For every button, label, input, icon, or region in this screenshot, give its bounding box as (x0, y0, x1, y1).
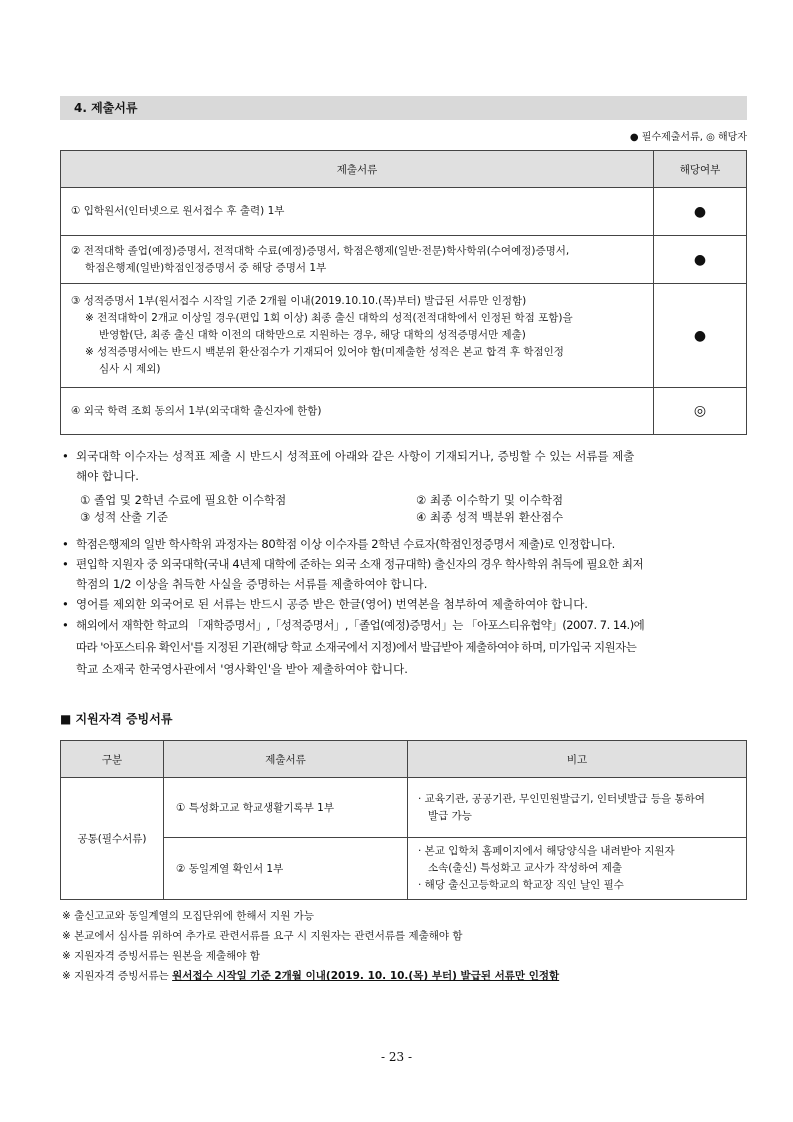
footnote (62, 966, 559, 986)
header-category: 구분 (61, 741, 164, 778)
mark-cell: ● (654, 236, 747, 284)
note-foreign (62, 446, 752, 486)
footnote-prefix: ※ 지원자격 증빙서류는 (62, 970, 173, 982)
documents-table (60, 150, 747, 435)
doc-line: ① 입학원서(인터넷으로 원서접수 후 출력) 1부 (71, 205, 285, 217)
doc-cell (61, 236, 654, 284)
table-row (61, 778, 747, 838)
note-credit-bank (62, 534, 752, 554)
table-row (61, 236, 747, 284)
remark-line: 소속(출신) 특성화고 교사가 작성하여 제출 (428, 862, 622, 874)
bullet-dot: • (62, 557, 69, 571)
doc-line: 학점은행제(일반)학점인정증명서 중 해당 증명서 1부 (85, 261, 327, 274)
header-documents: 제출서류 (61, 151, 654, 188)
table-row (61, 188, 747, 236)
doc-cell: ① 특성화고교 학교생활기록부 1부 (164, 778, 408, 838)
bullet-dot: • (62, 537, 69, 551)
note-text: 해외에서 재학한 학교의 「재학증명서」,「성적증명서」,「졸업(예정)증명서」는 「아포스티유협약」(2007. 7. 14.)에 (76, 618, 645, 632)
table-header-row (61, 741, 747, 778)
list-item: ③ 성적 산출 기준 (80, 510, 168, 524)
note-text: 편입학 지원자 중 외국대학(국내 4년제 대학에 준하는 외국 소재 정규대학) 출신자의 경우 학사학위 취득에 필요한 최저 (76, 557, 644, 571)
doc-line: ② 전적대학 졸업(예정)증명서, 전적대학 수료(예정)증명서, 학점은행제(일반·전문)학사학위(수여예정)증명서, (71, 244, 570, 257)
doc-cell (61, 188, 654, 236)
foreign-items (62, 492, 752, 526)
header-applicable: 해당여부 (654, 151, 747, 188)
note-text: 외국대학 이수자는 성적표 제출 시 반드시 성적표에 아래와 같은 사항이 기재되거나, 증빙할 수 있는 서류를 제출 (76, 449, 635, 463)
footnote-emphasis: 원서접수 시작일 기준 2개월 이내(2019. 10. 10.(목) 부터) 발급된 서류만 인정함 (172, 970, 560, 982)
note-translation (62, 594, 752, 614)
note-text: 학교 소재국 한국영사관에서 '영사확인'을 받아 제출하여야 합니다. (76, 662, 408, 676)
qualification-table (60, 740, 747, 900)
doc-cell (61, 388, 654, 435)
note-apostille (62, 614, 752, 680)
doc-cell (61, 284, 654, 388)
table-row (61, 388, 747, 435)
doc-line: ※ 성적증명서에는 반드시 백분위 환산점수가 기재되어 있어야 함(미제출한 성적은 본교 합격 후 학점인정 (85, 346, 564, 358)
list-item: ④ 최종 성적 백분위 환산점수 (416, 510, 564, 524)
footnote: ※ 출신고교와 동일계열의 모집단위에 한해서 지원 가능 (62, 910, 314, 922)
category-cell: 공통(필수서류) (61, 778, 164, 900)
bullet-dot: • (62, 618, 69, 632)
doc-line: 반영함(단, 최종 출신 대학 이전의 대학만으로 지원하는 경우, 해당 대학의 성적증명서만 제출) (99, 329, 526, 341)
mark-cell: ● (654, 284, 747, 388)
doc-cell: ② 동일계열 확인서 1부 (164, 838, 408, 900)
header-remarks: 비고 (408, 741, 747, 778)
qualification-heading: ■ 지원자격 증빙서류 (60, 712, 173, 726)
section-title-bar (60, 96, 747, 120)
mark-cell: ◎ (654, 388, 747, 435)
note-text: 해야 합니다. (76, 469, 139, 483)
bullet-dot: • (62, 449, 69, 463)
notes-block (62, 446, 752, 680)
header-documents: 제출서류 (164, 741, 408, 778)
footnote: ※ 지원자격 증빙서류는 원본을 제출해야 함 (62, 950, 260, 962)
mark-cell: ● (654, 188, 747, 236)
note-transfer (62, 554, 752, 594)
bullet-dot: • (62, 597, 69, 611)
remark-line: · 본교 입학처 홈페이지에서 해당양식을 내려받아 지원자 (418, 845, 675, 857)
page-number: - 23 - (380, 1050, 412, 1064)
list-item: ① 졸업 및 2학년 수료에 필요한 이수학점 (80, 493, 287, 507)
table-header-row (61, 151, 747, 188)
doc-line: 심사 시 제외) (99, 363, 161, 375)
note-text: 학점의 1/2 이상을 취득한 사실을 증명하는 서류를 제출하여야 합니다. (76, 577, 428, 591)
note-text: 학점은행제의 일반 학사학위 과정자는 80학점 이상 이수자를 2학년 수료자(학점인정증명서 제출)로 인정합니다. (76, 537, 615, 551)
doc-line: ④ 외국 학력 조회 동의서 1부(외국대학 출신자에 한함) (71, 404, 322, 417)
doc-line: ③ 성적증명서 1부(원서접수 시작일 기준 2개월 이내(2019.10.10.(목)부터) 발급된 서류만 인정함) (71, 295, 527, 307)
section-title: 4. 제출서류 (74, 101, 138, 115)
legend: ● 필수제출서류, ◎ 해당자 (629, 132, 747, 143)
table-row (61, 838, 747, 900)
note-text: 영어를 제외한 외국어로 된 서류는 반드시 공증 받은 한글(영어) 번역본을 첨부하여 제출하여야 합니다. (76, 597, 588, 611)
footnote: ※ 본교에서 심사를 위하여 추가로 관련서류를 요구 시 지원자는 관련서류를 제출해야 함 (62, 930, 463, 942)
note-text: 따라 '아포스티유 확인서'를 지정된 기관(해당 학교 소재국에서 지정)에서 발급받아 제출하여야 하며, 미가입국 지원자는 (76, 640, 637, 654)
remark-line: · 해당 출신고등학교의 학교장 직인 날인 필수 (418, 879, 624, 891)
remarks-cell (408, 838, 747, 900)
remark-line: · 교육기관, 공공기관, 무인민원발급기, 인터넷발급 등을 통하여 (418, 792, 705, 805)
list-item: ② 최종 이수학기 및 이수학점 (416, 493, 564, 507)
footnotes (62, 906, 559, 986)
doc-line: ※ 전적대학이 2개교 이상일 경우(편입 1회 이상) 최종 출신 대학의 성적(전적대학에서 인정된 학점 포함)을 (85, 312, 573, 324)
remark-line: 발급 가능 (428, 809, 472, 822)
remarks-cell (408, 778, 747, 838)
table-row (61, 284, 747, 388)
